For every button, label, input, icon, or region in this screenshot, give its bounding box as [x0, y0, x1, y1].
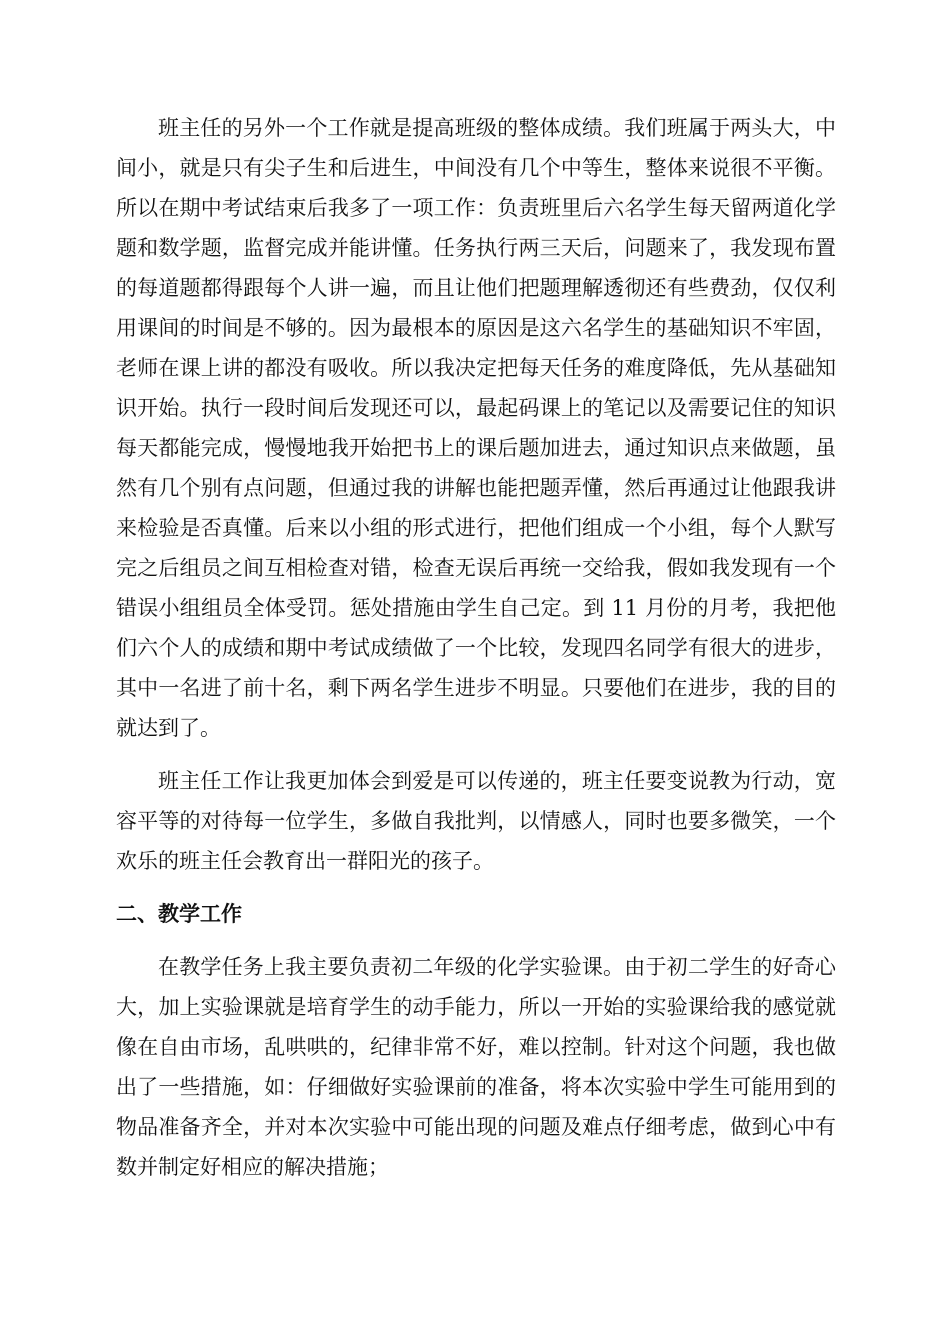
section-heading-teaching-work: 二、教学工作 — [116, 902, 242, 926]
paragraph-teaching-duties: 在教学任务上我主要负责初二年级的化学实验课。由于初二学生的好奇心大，加上实验课就是培育学生的动手能力，所以一开始的实验课给我的感觉就像在自由市场，乱哄哄的，纪律非常不好，难以控制。针对这个问题，我也做出了一些措施，如：仔细做好实验课前的准备，将本次实验中学生可能用到的物品准备齐全，并对本次实验中可能出现的问题及难点仔细考虑，做到心中有数并制定好相应的解决措施； — [116, 955, 836, 1179]
document-body — [116, 108, 836, 1187]
paragraph-teacher-reflection: 班主任工作让我更加体会到爱是可以传递的，班主任要变说教为行动，宽容平等的对待每一位学生，多做自我批判，以情感人，同时也要多微笑，一个欢乐的班主任会教育出一群阳光的孩子。 — [116, 769, 836, 873]
paragraph-class-performance: 班主任的另外一个工作就是提高班级的整体成绩。我们班属于两头大，中间小，就是只有尖子生和后进生，中间没有几个中等生，整体来说很不平衡。所以在期中考试结束后我多了一项工作：负责班里后六名学生每天留两道化学题和数学题，监督完成并能讲懂。任务执行两三天后，问题来了，我发现布置的每道题都得跟每个人讲一遍，而且让他们把题理解透彻还有些费劲，仅仅利用课间的时间是不够的。因为最根本的原因是这六名学生的基础知识不牢固，老师在课上讲的都没有吸收。所以我决定把每天任务的难度降低，先从基础知识开始。执行一段时间后发现还可以，最起码课上的笔记以及需要记住的知识每天都能完成，慢慢地我开始把书上的课后题加进去，通过知识点来做题，虽然有几个别有点问题，但通过我的讲解也能把题弄懂，然后再通过让他跟我讲来检验是否真懂。后来以小组的形式进行，把他们组成一个小组，每个人默写完之后组员之间互相检查对错，检查无误后再统一交给我，假如我发现有一个错误小组组员全体受罚。惩处措施由学生自己定。到 11 月份的月考，我把他们六个人的成绩和期中考试成绩做了一个比较，发现四名同学有很大的进步，其中一名进了前十名，剩下两名学生进步不明显。只要他们在进步，我的目的就达到了。 — [116, 116, 836, 740]
